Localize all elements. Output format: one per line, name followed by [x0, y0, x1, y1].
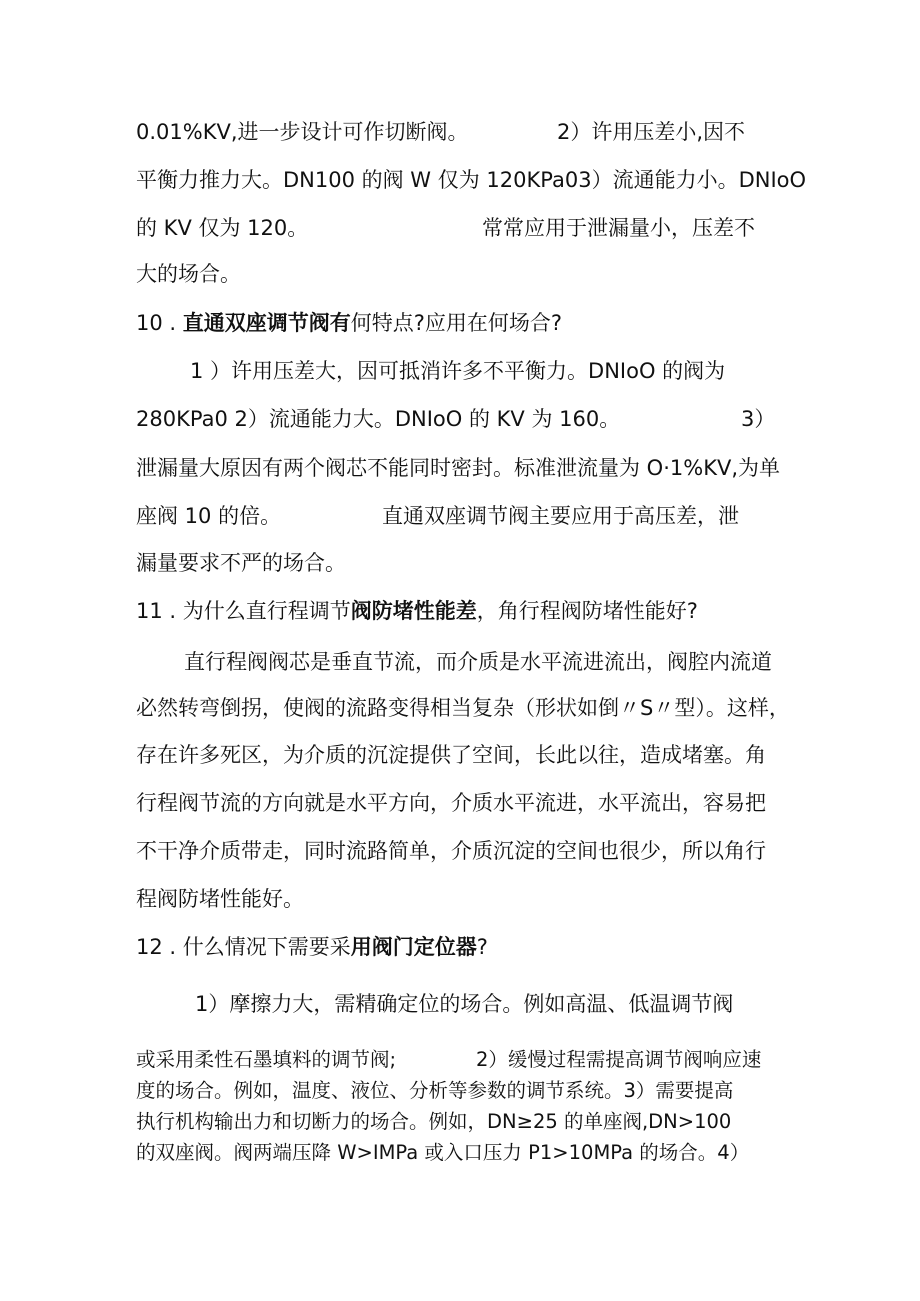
text-run: 必然转弯倒拐，使阀的流路变得相当复杂（形状如倒〃S〃型）。这样， — [136, 696, 790, 720]
text-line — [482, 214, 755, 242]
text-line — [136, 885, 304, 913]
text-run: 2）缓慢过程需提高调节阀响应速 — [476, 1048, 762, 1071]
question-bold-text: 用阀门定位器 — [350, 935, 477, 959]
text-line — [136, 837, 766, 865]
text-line — [136, 549, 346, 577]
text-run: 的双座阀。阀两端压降 W>IMPa 或入口压力 P1>10MPa 的场合。4） — [136, 1141, 750, 1164]
text-run: 存在许多死区，为介质的沉淀提供了空间，长此以往，造成堵塞。角 — [136, 743, 766, 767]
text-line — [136, 1047, 396, 1073]
text-run: 直行程阀阀芯是垂直节流，而介质是水平流进流出，阀腔内流道 — [184, 650, 772, 674]
text-run: 大的场合。 — [136, 262, 241, 286]
text-line — [184, 648, 772, 676]
text-line — [136, 405, 620, 433]
text-run: 280KPa0 2）流通能力大。DNIoO 的 KV 为 160。 — [136, 407, 621, 431]
question-text: 11 . 为什么直行程调节 — [136, 599, 351, 623]
text-run: 直通双座调节阀主要应用于高压差，泄 — [382, 504, 739, 528]
text-run: 3） — [741, 407, 776, 431]
text-run: 平衡力推力大。DN100 的阀 W 仅为 120KPa03）流通能力小。DNIoO — [136, 168, 807, 192]
text-line — [136, 454, 780, 482]
text-line — [476, 1047, 761, 1073]
text-line — [136, 118, 469, 146]
text-run: 程阀防堵性能好。 — [136, 887, 304, 911]
text-run: 或采用柔性石墨填料的调节阀; — [136, 1048, 397, 1071]
text-run: 泄漏量大原因有两个阀芯不能同时密封。标准泄流量为 O·1%KV,为单 — [136, 456, 781, 480]
text-line — [557, 118, 745, 146]
text-line — [136, 502, 281, 530]
text-line — [136, 1140, 749, 1166]
question-number: 10 . — [136, 311, 177, 335]
text-run: 的 KV 仅为 120。 — [136, 216, 309, 240]
text-line — [136, 166, 806, 194]
text-run: 2）许用压差小,因不 — [557, 120, 746, 144]
text-line — [136, 1078, 733, 1104]
question-bold-text: 直通双座调节阀有 — [182, 311, 351, 335]
text-line — [136, 789, 766, 817]
question-text: 何特点?应用在何场合? — [350, 311, 563, 335]
text-line — [136, 1109, 731, 1135]
text-run: 不干净介质带走，同时流路简单，介质沉淀的空间也很少，所以角行 — [136, 839, 766, 863]
text-run: 漏量要求不严的场合。 — [136, 551, 346, 575]
text-run: 0.01%KV,进一步设计可作切断阀。 — [136, 120, 469, 144]
text-line — [136, 741, 766, 769]
question-text: 12 . 什么情况下需要采 — [136, 935, 351, 959]
text-line — [195, 990, 733, 1018]
text-run: 常常应用于泄漏量小，压差不 — [482, 216, 755, 240]
text-run: 1 ）许用压差大，因可抵消许多不平衡力。DNIoO 的阀为 — [190, 359, 726, 383]
text-run: 行程阀节流的方向就是水平方向，介质水平流进，水平流出，容易把 — [136, 791, 766, 815]
text-run: 执行机构输出力和切断力的场合。例如，DN≥25 的单座阀,DN>100 — [136, 1110, 732, 1133]
text-line — [382, 502, 739, 530]
text-line — [136, 214, 308, 242]
question-bold-text: 阀防堵性能差 — [350, 599, 477, 623]
text-line — [741, 405, 775, 433]
text-run: 度的场合。例如，温度、液位、分析等参数的调节系统。3）需要提高 — [136, 1079, 734, 1102]
text-run: 座阀 10 的倍。 — [136, 504, 282, 528]
question-heading-12 — [136, 933, 488, 961]
text-line — [136, 260, 241, 288]
text-line — [190, 357, 725, 385]
text-run: 1）摩擦力大，需精确定位的场合。例如高温、低温调节阀 — [195, 992, 734, 1016]
question-text: ? — [476, 935, 488, 959]
question-heading-11 — [136, 597, 698, 625]
question-text: ，角行程阀防堵性能好? — [476, 599, 698, 623]
text-line — [136, 694, 790, 722]
question-heading-10 — [136, 309, 562, 337]
